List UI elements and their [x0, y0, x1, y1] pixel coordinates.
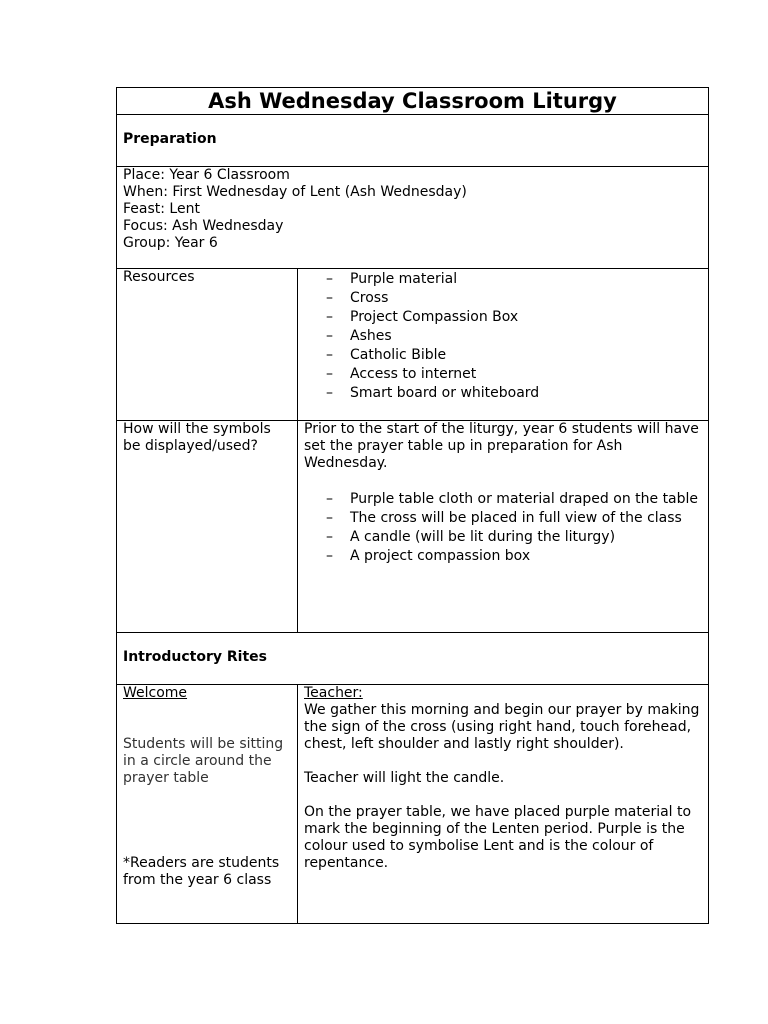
symbols-intro: Prior to the start of the liturgy, year 6 students will have set the prayer table up in preparation for Ash Wednesday.: [304, 421, 699, 471]
symbols-label-line1: How will the symbols: [123, 421, 271, 437]
welcome-paragraph-1: We gather this morning and begin our prayer by making the sign of the cross (using right hand, touch forehead, chest, left shoulder and lastly right shoulder).: [304, 702, 700, 752]
introductory-rites-heading: Introductory Rites: [123, 649, 267, 665]
when-line: When: First Wednesday of Lent (Ash Wednesday): [123, 184, 467, 200]
list-item: – Catholic Bible: [326, 346, 702, 365]
preparation-details: [117, 167, 708, 269]
liturgy-document: [116, 87, 709, 924]
symbols-row: [117, 421, 708, 633]
welcome-content-cell: [298, 685, 708, 923]
introductory-rites-row: [117, 633, 708, 685]
resources-row: [117, 269, 708, 421]
students-note: Students will be sitting in a circle around the prayer table: [123, 736, 284, 786]
symbols-list: [304, 489, 702, 566]
place-line: Place: Year 6 Classroom: [123, 167, 290, 183]
preparation-heading: Preparation: [123, 131, 217, 147]
list-item: – Smart board or whiteboard: [326, 384, 702, 403]
welcome-paragraph-3: On the prayer table, we have placed purple material to mark the beginning of the Lenten period. Purple is the colour used to symbolise Lent and is the colour of repentance.: [304, 804, 692, 871]
list-item: – Purple table cloth or material draped on the table: [326, 489, 702, 509]
list-item: – A project compassion box: [326, 546, 702, 566]
welcome-label-cell: [117, 685, 298, 923]
page-title: Ash Wednesday Classroom Liturgy: [208, 89, 617, 113]
resources-list-cell: [298, 269, 708, 420]
list-item: – Ashes: [326, 327, 702, 346]
group-line: Group: Year 6: [123, 235, 218, 251]
resources-label: Resources: [123, 269, 195, 285]
symbols-content-cell: [298, 421, 708, 632]
welcome-label: Welcome: [123, 685, 188, 701]
readers-note: *Readers are students from the year 6 class: [123, 855, 280, 888]
symbols-label-line2: be displayed/used?: [123, 438, 258, 454]
preparation-heading-row: [117, 115, 708, 167]
list-item: – Purple material: [326, 270, 702, 289]
list-item: – Project Compassion Box: [326, 308, 702, 327]
feast-line: Feast: Lent: [123, 201, 200, 217]
resources-label-cell: [117, 269, 298, 420]
resources-list: [304, 270, 702, 403]
welcome-row: [117, 685, 708, 923]
teacher-label: Teacher:: [304, 685, 363, 701]
list-item: – The cross will be placed in full view of the class: [326, 508, 702, 528]
welcome-paragraph-2: Teacher will light the candle.: [304, 770, 505, 786]
list-item: – A candle (will be lit during the liturgy): [326, 527, 702, 547]
list-item: – Access to internet: [326, 365, 702, 384]
title-row: [117, 88, 708, 115]
focus-line: Focus: Ash Wednesday: [123, 218, 284, 234]
list-item: – Cross: [326, 289, 702, 308]
symbols-label-cell: [117, 421, 298, 632]
